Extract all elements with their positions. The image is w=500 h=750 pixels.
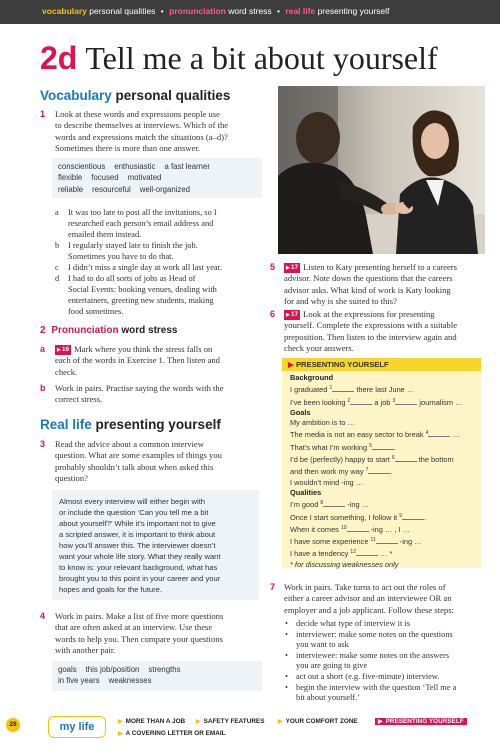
exercise-number: 6 (270, 309, 276, 319)
pron-heading (40, 325, 178, 336)
text-line: or include the question ‘Can you tell me a bit (59, 508, 209, 517)
expr-text: I’ve been looking (290, 397, 346, 407)
expr-text: -ing … (399, 537, 422, 547)
vocab-word: flexible (58, 173, 83, 183)
expr-text: … (452, 430, 460, 440)
text-line: Mark where you think the stress falls on (74, 344, 213, 354)
vocab-word: enthusiastic (114, 162, 156, 171)
vocab-word: motivated (127, 173, 162, 183)
gap-blank[interactable] (323, 501, 345, 507)
prompt-word: strengths (148, 665, 181, 674)
text-line: words and expressions match the situations (a–d)? (55, 131, 228, 142)
text-line: Sometimes you have to do that. (68, 252, 174, 261)
interview-photo-icon (278, 86, 485, 254)
situation-letter: d (55, 274, 60, 283)
vocab-word: resourceful (92, 184, 131, 194)
vocab-word: conscientious (58, 162, 106, 171)
expr-text: I have some experience (290, 537, 369, 547)
expr-text: When it comes (290, 524, 339, 534)
text-line: yourself. Complete the expressions with a suitable (284, 320, 458, 331)
expression-line (290, 428, 478, 440)
footnote: * for discussing weaknesses only (290, 559, 399, 569)
gap-number: 1 (329, 385, 333, 392)
expr-text: I have a tendency (290, 549, 349, 559)
expr-text: . (393, 442, 396, 452)
gap-number: 11 (370, 537, 376, 544)
presenting-yourself-box (282, 358, 481, 568)
text-line: Look at the expressions for presenting (303, 309, 435, 319)
triangle-icon: ▶ (378, 719, 383, 725)
gap-blank[interactable] (376, 538, 398, 544)
text-line: food sometimes. (68, 307, 124, 316)
separator: • (160, 6, 164, 16)
audio-track-badge[interactable]: ▶ 17 (284, 263, 300, 273)
exercise-number: 5 (270, 262, 276, 272)
vocab-word: a fast learner (164, 162, 210, 171)
page-title (40, 40, 438, 77)
text-line: check. (55, 366, 78, 377)
list-item (284, 683, 494, 704)
text-line: Listen to Katy presenting herself to a careers (303, 262, 458, 272)
expression-line (290, 383, 478, 395)
reallife-heading (40, 417, 221, 432)
triangle-icon: ▶ (196, 719, 201, 725)
gap-blank[interactable] (347, 397, 372, 405)
list-item (284, 651, 494, 672)
expr-text: The media is not an easy sector to break (290, 430, 424, 440)
gap-number: 5 (369, 442, 372, 449)
vocab-word-box (52, 158, 262, 198)
expr-text: -ing … , I … (370, 524, 411, 534)
expression-line (290, 396, 478, 408)
gap-number: 6 (391, 455, 395, 462)
text-line: interviewee: make some notes on the answers (296, 650, 450, 660)
text-line: decide what type of interview it is (296, 619, 410, 628)
reallife-heading-topic: presenting yourself (95, 417, 221, 432)
exercise-4-instructions (55, 611, 270, 656)
separator: • (277, 6, 281, 16)
expr-text: . (390, 467, 393, 477)
exercise-6-instructions (284, 309, 489, 354)
box-title: PRESENTING YOURSELF (295, 360, 389, 369)
steps-list (284, 619, 494, 704)
exercise-1-instructions (55, 109, 270, 154)
expression-line (290, 535, 478, 547)
vocab-word: well-organized (139, 184, 190, 194)
triangle-icon: ▶ (278, 719, 283, 725)
gap-number: 3 (392, 397, 396, 404)
audio-track-badge[interactable]: ▶ 17 (284, 310, 300, 320)
gap-blank[interactable] (425, 430, 450, 437)
topbar-vocab-word: vocabulary (42, 6, 87, 16)
text-line: Sometimes there is more than one answer. (55, 142, 200, 153)
expr-text: there last June … (356, 385, 415, 395)
gap-blank[interactable] (395, 399, 417, 405)
topbar-pron-word: pronunciation (169, 6, 226, 16)
expression-line: I wouldn’t mind -ing … (290, 477, 364, 487)
expression-line (290, 523, 478, 535)
footer-item-more-than-a-job[interactable] (118, 718, 185, 725)
triangle-icon: ▶ (118, 719, 123, 725)
expr-text: journalism … (419, 397, 463, 407)
text-line: to know is: your relevant background, what has (59, 563, 218, 572)
text-line: Work in pairs. Practise saying the words with the (55, 383, 224, 393)
subheading: Goals (290, 407, 311, 417)
expression-line: My ambition is to … (290, 418, 355, 428)
expr-text: I’m good (290, 500, 319, 510)
text-line: question? (55, 472, 88, 483)
gap-blank[interactable] (372, 444, 394, 450)
text-line: emailed them instead. (68, 230, 142, 239)
text-line: correct stress. (55, 394, 103, 405)
prompt-word: goals (58, 665, 77, 674)
expr-text: . (424, 512, 427, 522)
text-line: I didn’t miss a single day at work all last year. (68, 263, 223, 272)
expr-text: a job (374, 397, 391, 407)
text-line: you want to ask (296, 640, 349, 650)
gap-blank[interactable] (402, 512, 427, 522)
exercise-letter: b (40, 383, 46, 393)
text-line: for and why is she suited to this? (284, 295, 397, 306)
text-line: want your whole life story. What they really want (59, 552, 221, 561)
advice-box (52, 490, 259, 600)
text-line: probably shouldn’t talk about when asked this (55, 461, 214, 472)
expr-text: and then work my way (290, 467, 364, 477)
vocab-heading-label: Vocabulary (40, 88, 112, 103)
question-word-box (52, 661, 262, 691)
pron-a-instructions (55, 344, 270, 378)
footer-item-covering-letter[interactable] (118, 730, 226, 737)
triangle-icon: ▶ (118, 731, 123, 737)
list-item (284, 672, 494, 683)
exercise-3-instructions (55, 439, 270, 484)
expr-text: Once I start something, I follow it (290, 512, 398, 522)
footer-item-label: YOUR COMFORT ZONE (285, 718, 358, 725)
exercise-number: 1 (40, 109, 46, 119)
my-life-logo: my life (48, 716, 106, 738)
topbar-pron-topic: word stress (228, 6, 272, 16)
page-number: 28 (6, 718, 20, 732)
footer-item-safety-features[interactable] (196, 718, 264, 725)
text-line: researched each person’s email address and (68, 219, 214, 228)
expr-text: I graduated (290, 385, 328, 395)
gap-number: 9 (399, 512, 403, 519)
text-line: a scripted answer, it is important to think about (59, 530, 216, 539)
text-line: Work in pairs. Take turns to act out the roles of (284, 582, 446, 592)
exercise-number: 7 (270, 582, 276, 592)
topbar-real-topic: presenting yourself (317, 6, 390, 16)
topbar-vocab-topic: personal qualities (89, 6, 156, 16)
gap-number: 7 (365, 467, 369, 474)
situation-c (55, 262, 270, 273)
text-line: brought you to this point in your career and your (59, 574, 221, 583)
lesson-number: 2d (40, 40, 78, 76)
gap-number: 2 (347, 397, 351, 404)
exercise-letter: a (40, 344, 46, 354)
text-line: bit about yourself.’ (296, 693, 360, 703)
gap-blank[interactable] (365, 467, 393, 477)
situation-letter: b (55, 241, 60, 250)
pron-b-instructions (55, 383, 270, 406)
text-line: Work in pairs. Make a list of five more questions (55, 611, 224, 621)
vocab-word: reliable (58, 184, 84, 194)
pron-heading-label: Pronunciation (51, 325, 119, 336)
footer-item-label: PRESENTING YOURSELF (385, 718, 464, 725)
situation-a (55, 207, 270, 240)
text-line: begin the interview with the question ‘Tell me a (296, 682, 457, 692)
text-line: about yourself?’ While it’s important not to give (59, 519, 216, 528)
top-banner (0, 0, 500, 24)
expr-text: -ing … (347, 500, 370, 510)
text-line: advisor asks. What kind of work is Katy looking (284, 284, 451, 295)
text-line: preposition. Then listen to the interview again and (284, 331, 457, 342)
audio-track-badge[interactable]: ▶ 16 (55, 345, 71, 355)
text-line: each of the words in Exercise 1. Then listen and (55, 355, 220, 366)
expr-text: That’s what I’m working (290, 442, 368, 452)
prompt-word: in five years (58, 676, 100, 686)
text-line: Social Events: booking venues, dealing with (68, 285, 217, 294)
expr-text: the bottom (418, 455, 454, 465)
footer-item-label: A COVERING LETTER OR EMAIL (125, 730, 226, 737)
text-line: hopes and goals for the future. (59, 585, 163, 594)
expr-text: … * (380, 549, 393, 559)
prompt-word: weaknesses (108, 676, 152, 686)
expression-line (290, 498, 478, 510)
gap-number: 10 (340, 524, 347, 531)
exercise-number: 4 (40, 611, 46, 621)
text-line: entertainers, greeting new students, making (68, 296, 214, 305)
text-line: I had to do all sorts of jobs as Head of (68, 274, 196, 283)
text-line: words to help you. Then compare your questions (55, 633, 223, 644)
text-line: to describe themselves at interviews. Which of the (55, 120, 229, 131)
topbar-real-word: real life (285, 6, 316, 16)
expression-line (290, 453, 478, 465)
section-labels (42, 6, 389, 16)
reallife-heading-label: Real life (40, 417, 92, 432)
text-line: Almost every interview will either begin with (59, 497, 206, 506)
text-line: with another pair. (55, 644, 116, 655)
expressions-list (290, 373, 478, 570)
list-item (284, 630, 494, 651)
expression-line (290, 465, 478, 477)
list-item (284, 619, 494, 630)
text-line: I regularly stayed late to finish the job. (68, 241, 198, 250)
text-line: employer and a job applicant. Follow these steps: (284, 604, 454, 615)
situation-d (55, 273, 270, 317)
gap-blank[interactable] (356, 550, 378, 556)
text-line: advisor. Note down the questions that the careers (284, 273, 453, 284)
expression-line (290, 441, 478, 453)
text-line: that are often asked at an interview. Use these (55, 622, 213, 633)
vocab-heading-topic: personal qualities (115, 88, 231, 103)
footer-item-presenting-yourself[interactable] (375, 718, 467, 725)
text-line: question. What are some examples of things you (55, 450, 222, 461)
vocab-word: focused (91, 173, 119, 183)
text-line: act out a short (e.g. five-minute) interview. (296, 671, 440, 681)
exercise-5-instructions (284, 262, 489, 307)
footer-item-comfort-zone[interactable] (278, 718, 358, 725)
text-line: you are going to give (296, 661, 368, 671)
text-line: how you’ll answer this. The interviewer doesn’t (59, 541, 216, 550)
presenting-yourself-header (282, 358, 481, 371)
gap-number: 4 (425, 430, 429, 437)
text-line: either a career advisor and an interviewee OR an (284, 593, 452, 604)
arrow-icon: ▶ (288, 360, 296, 369)
gap-blank[interactable] (347, 526, 369, 532)
expression-line (290, 511, 478, 523)
exercise-7-instructions (284, 582, 489, 616)
pron-heading-topic: word stress (121, 325, 178, 336)
situation-letter: c (55, 263, 59, 272)
gap-number: 8 (320, 500, 324, 507)
footer-item-label: MORE THAN A JOB (125, 718, 186, 725)
text-line: check your answers. (284, 342, 354, 353)
text-line: Look at these words and expressions people use (55, 109, 220, 119)
prompt-word: this job/position (85, 665, 140, 674)
text-line: Read the advice about a common interview (55, 439, 204, 449)
exercise-number: 3 (40, 439, 46, 449)
expr-text: I’d be (perfectly) happy to start (290, 455, 390, 465)
vocab-heading (40, 88, 230, 103)
text-line: It was too late to post all the invitations, so I (68, 208, 217, 217)
situation-b (55, 240, 270, 262)
expression-line (290, 547, 478, 559)
lesson-title: Tell me a bit about yourself (85, 40, 438, 76)
subheading: Background (290, 373, 334, 382)
interview-photo (278, 86, 485, 254)
exercise-number: 2 (40, 325, 46, 336)
text-line: interviewer: make some notes on the questions (296, 629, 453, 639)
subheading: Qualities (290, 487, 322, 497)
gap-blank[interactable] (395, 456, 417, 462)
situation-letter: a (55, 208, 59, 217)
footer-item-label: SAFETY FEATURES (203, 718, 265, 725)
gap-blank[interactable] (332, 386, 354, 392)
gap-number: 12 (350, 549, 356, 556)
